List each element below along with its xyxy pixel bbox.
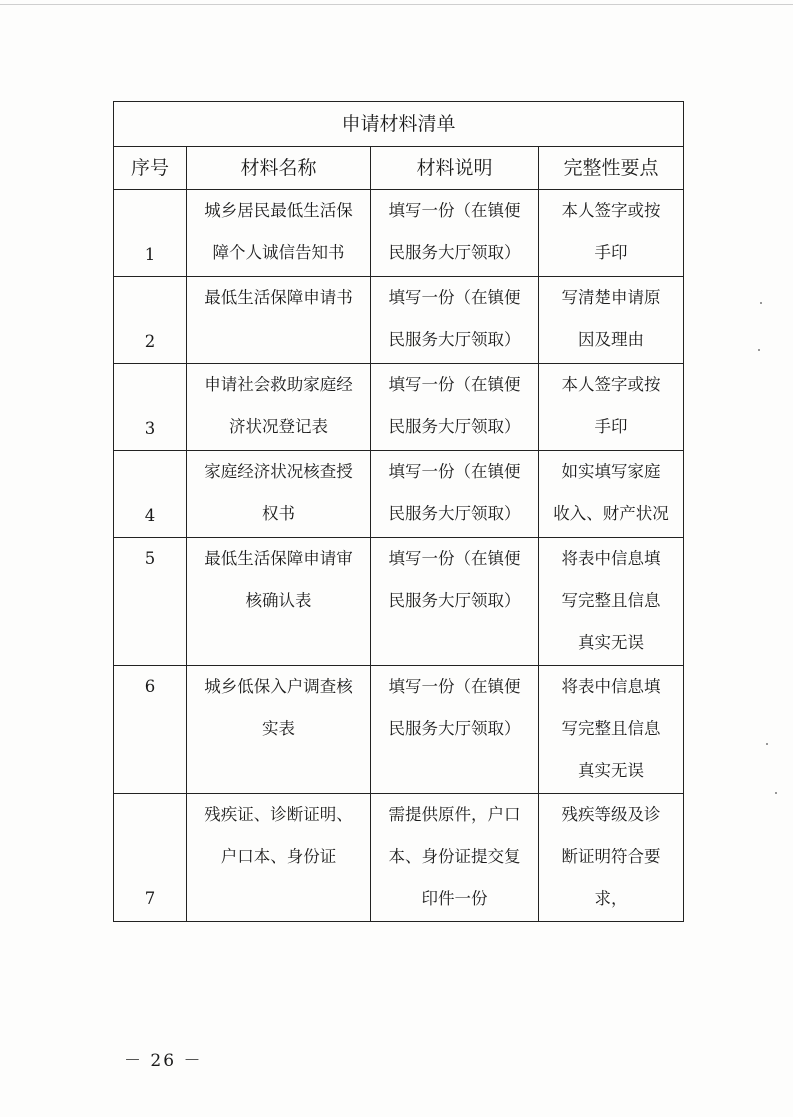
materials-table [113,101,684,922]
row-number [114,190,187,277]
row-number-text: 2 [144,332,156,351]
material-name [187,364,371,451]
material-description-line: 填写一份（在镇便 [388,462,521,481]
completeness-point [539,190,684,277]
completeness-point-line: 因及理由 [578,330,644,349]
material-name [187,277,371,364]
material-description-line: 民服务大厅领取） [388,330,521,349]
scan-speck [775,792,777,794]
material-description-line: 印件一份 [421,889,488,908]
material-name-line: 核确认表 [245,591,312,610]
row-number [114,666,187,794]
row-number [114,794,187,922]
completeness-point-line: 如实填写家庭 [561,462,661,481]
completeness-point-line: 残疾等级及诊 [561,805,661,824]
completeness-point [539,538,684,666]
table-row [114,538,684,666]
material-name [187,451,371,538]
material-name [187,190,371,277]
material-name-line: 济状况登记表 [229,417,328,436]
table-row [114,451,684,538]
row-number-text: 4 [144,506,156,525]
table-row [114,277,684,364]
material-name-line: 户口本、身份证 [220,847,337,866]
table-row [114,666,684,794]
table-row [114,794,684,922]
material-name-line: 家庭经济状况核查授 [204,462,353,481]
material-description [371,794,539,922]
material-description [371,190,539,277]
completeness-point-line: 真实无误 [578,633,644,652]
material-description-line: 填写一份（在镇便 [388,549,521,568]
completeness-point [539,794,684,922]
completeness-point-line: 断证明符合要 [561,847,661,866]
material-name [187,538,371,666]
material-description-line: 民服务大厅领取） [388,591,521,610]
completeness-point-line: 写清楚申请原 [561,288,661,307]
completeness-point-line: 手印 [594,243,628,262]
header-point: 完整性要点 [539,147,684,190]
table-row [114,364,684,451]
material-description-line: 民服务大厅领取） [388,504,521,523]
material-description-line: 民服务大厅领取） [388,243,521,262]
completeness-point [539,451,684,538]
row-number-text: 7 [144,889,156,908]
scan-top-edge [0,4,793,5]
header-no: 序号 [114,147,187,190]
material-description-line: 填写一份（在镇便 [388,375,521,394]
row-number-text: 5 [144,549,156,568]
material-name [187,666,371,794]
scan-speck [760,302,762,304]
row-number-text: 6 [144,677,156,696]
material-name-line: 权书 [262,504,295,523]
table-title: 申请材料清单 [114,102,684,147]
scan-speck [758,349,760,351]
completeness-point-line: 本人签字或按 [561,201,661,220]
material-description [371,538,539,666]
material-description-line: 填写一份（在镇便 [388,288,521,307]
completeness-point [539,666,684,794]
completeness-point-line: 将表中信息填 [561,677,661,696]
row-number-text: 3 [144,419,156,438]
material-name-line: 城乡居民最低生活保 [204,201,353,220]
material-description-line: 需提供原件，户口 [388,805,521,824]
completeness-point-line: 将表中信息填 [561,549,661,568]
material-description-line: 填写一份（在镇便 [388,201,521,220]
completeness-point [539,277,684,364]
material-name-line: 最低生活保障申请审 [204,549,353,568]
completeness-point-line: 本人签字或按 [561,375,661,394]
material-description [371,666,539,794]
row-number-text: 1 [144,245,156,264]
material-name-line: 障个人诚信告知书 [212,243,345,262]
table-row [114,190,684,277]
row-number [114,451,187,538]
header-name: 材料名称 [187,147,371,190]
completeness-point-line: 求， [594,889,628,908]
header-desc: 材料说明 [371,147,539,190]
row-number [114,277,187,364]
page-number: － 26 － [124,1051,203,1071]
material-name-line: 申请社会救助家庭经 [204,375,353,394]
material-name-line: 最低生活保障申请书 [204,288,353,307]
completeness-point-line: 收入、财产状况 [553,504,669,523]
table-header-row [114,147,684,190]
completeness-point-line: 手印 [594,417,628,436]
completeness-point [539,364,684,451]
material-description-line: 民服务大厅领取） [388,417,521,436]
completeness-point-line: 真实无误 [578,761,644,780]
scan-speck [766,743,768,745]
material-description-line: 填写一份（在镇便 [388,677,521,696]
material-name-line: 实表 [262,719,295,738]
material-name [187,794,371,922]
completeness-point-line: 写完整且信息 [561,719,661,738]
material-description [371,364,539,451]
row-number [114,364,187,451]
material-name-line: 残疾证、诊断证明、 [204,805,353,824]
row-number [114,538,187,666]
material-description [371,451,539,538]
material-description-line: 本、身份证提交复 [388,847,521,866]
material-description [371,277,539,364]
completeness-point-line: 写完整且信息 [561,591,661,610]
material-description-line: 民服务大厅领取） [388,719,521,738]
material-name-line: 城乡低保入户调查核 [204,677,353,696]
